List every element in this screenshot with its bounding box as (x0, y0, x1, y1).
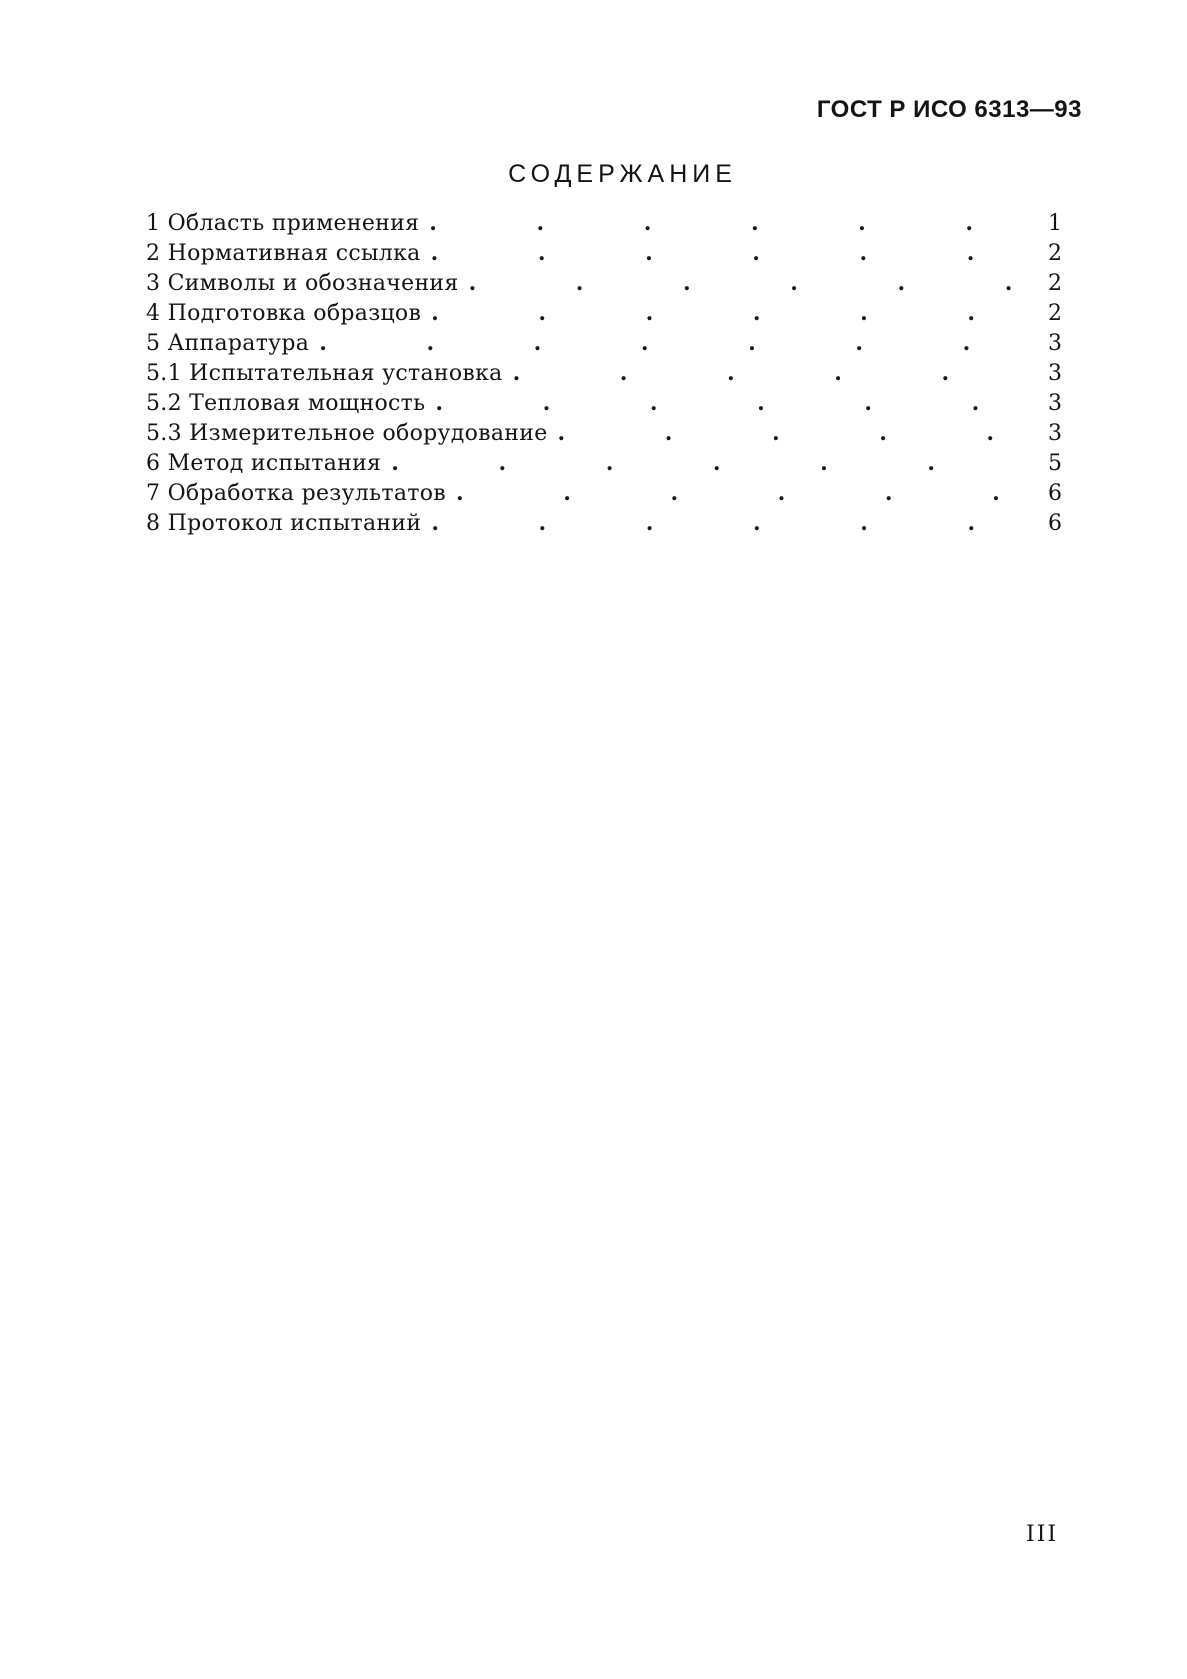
toc-entry-text: 2 Нормативная ссылка (146, 241, 421, 266)
toc-entry[interactable] (146, 358, 1062, 388)
dot-leader (513, 358, 1028, 388)
dot-leader (431, 298, 1028, 328)
toc-entry-text: 5.1 Испытательная установка (146, 361, 503, 386)
toc-page-number: 6 (1048, 481, 1062, 506)
toc-page-number: 2 (1048, 301, 1062, 326)
standard-code: ГОСТ Р ИСО 6313—93 (816, 96, 1082, 123)
toc-entry-text: 6 Метод испытания (146, 451, 382, 476)
toc-entry[interactable] (146, 478, 1062, 508)
toc-page-number: 3 (1048, 361, 1062, 386)
toc-page-number: 3 (1048, 391, 1062, 416)
toc-entry[interactable] (146, 388, 1062, 418)
toc-entry[interactable] (146, 208, 1062, 238)
toc-title: СОДЕРЖАНИЕ (508, 160, 737, 188)
dot-leader (469, 268, 1028, 298)
toc-entry[interactable] (146, 268, 1062, 298)
dot-leader (558, 418, 1028, 448)
dot-leader (319, 328, 1028, 358)
toc-page-number: 6 (1048, 511, 1062, 536)
dot-leader (431, 508, 1028, 538)
table-of-contents (146, 208, 1062, 538)
dot-leader (456, 478, 1028, 508)
dot-leader (435, 388, 1028, 418)
toc-entry[interactable] (146, 418, 1062, 448)
page-number: III (1026, 1522, 1059, 1547)
toc-page-number: 1 (1048, 211, 1062, 236)
toc-entry[interactable] (146, 238, 1062, 268)
toc-entry-text: 5.3 Измерительное оборудование (146, 421, 548, 446)
toc-page-number: 2 (1048, 271, 1062, 296)
toc-entry-text: 4 Подготовка образцов (146, 301, 422, 326)
toc-entry[interactable] (146, 328, 1062, 358)
dot-leader (431, 238, 1028, 268)
toc-entry[interactable] (146, 298, 1062, 328)
dot-leader (429, 208, 1028, 238)
toc-entry-text: 5.2 Тепловая мощность (146, 391, 426, 416)
toc-page-number: 3 (1048, 331, 1062, 356)
toc-entry-text: 5 Аппаратура (146, 331, 310, 356)
toc-entry-text: 3 Символы и обозначения (146, 271, 459, 296)
toc-page-number: 3 (1048, 421, 1062, 446)
dot-leader (391, 448, 1028, 478)
toc-page-number: 5 (1048, 451, 1062, 476)
toc-entry[interactable] (146, 508, 1062, 538)
toc-entry-text: 1 Область применения (146, 211, 420, 236)
toc-entry-text: 7 Обработка результатов (146, 481, 446, 506)
toc-entry-text: 8 Протокол испытаний (146, 511, 422, 536)
toc-page-number: 2 (1048, 241, 1062, 266)
toc-entry[interactable] (146, 448, 1062, 478)
